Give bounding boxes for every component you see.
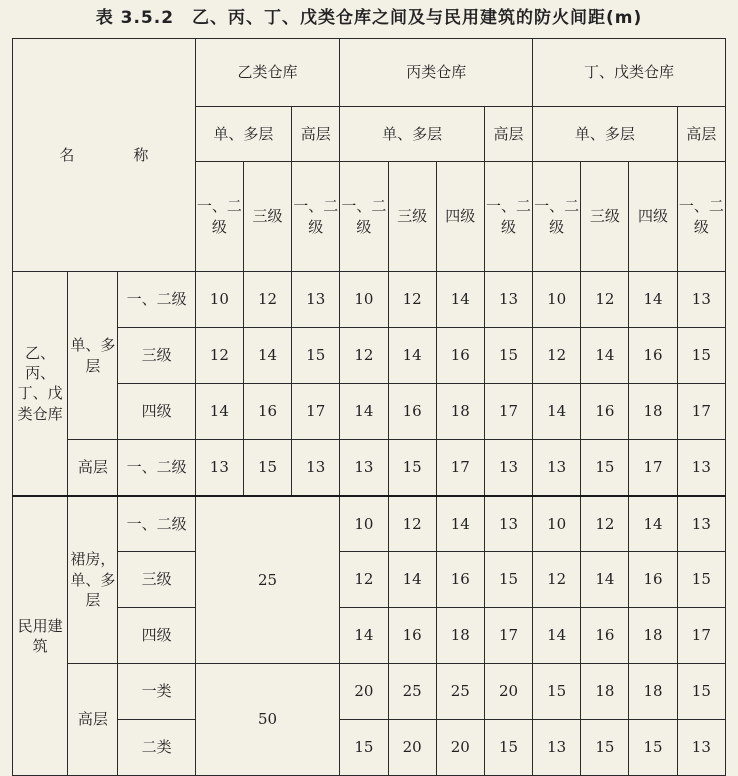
table-cell: 13: [292, 440, 340, 496]
table-cell: 20: [388, 720, 436, 776]
table-cell: 13: [340, 440, 388, 496]
table-cell: 10: [533, 496, 581, 552]
fire-distance-table: [12, 38, 726, 776]
table-cell: 13: [484, 440, 532, 496]
table-cell: 13: [195, 440, 243, 496]
table-cell: 12: [581, 496, 629, 552]
table-cell: 20: [484, 664, 532, 720]
row-class-1: 一类: [118, 664, 195, 720]
row-grade-3: 三级: [118, 328, 195, 384]
table-cell: 14: [629, 272, 677, 328]
table-cell: 17: [629, 440, 677, 496]
table-cell: 16: [388, 384, 436, 440]
table-cell: 16: [629, 328, 677, 384]
row-grade-4: 四级: [118, 608, 195, 664]
table-title: 表 3.5.2 乙、丙、丁、戊类仓库之间及与民用建筑的防火间距(m): [95, 8, 643, 28]
table-cell: 17: [677, 384, 725, 440]
table-cell: 20: [436, 720, 484, 776]
table-cell: 14: [533, 608, 581, 664]
table-cell: 15: [484, 328, 532, 384]
table-cell: 13: [677, 720, 725, 776]
table-cell: 14: [340, 384, 388, 440]
header-cat-yi: 乙类仓库: [195, 39, 340, 107]
table-cell: 15: [484, 552, 532, 608]
table-cell: 12: [340, 328, 388, 384]
table-cell: 14: [581, 552, 629, 608]
table-cell: 18: [629, 664, 677, 720]
row-grade-12: 一、二级: [118, 496, 195, 552]
table-cell: 12: [340, 552, 388, 608]
table-cell: 14: [388, 328, 436, 384]
table-row: [13, 272, 726, 328]
table-cell: 20: [340, 664, 388, 720]
table-cell: 16: [629, 552, 677, 608]
table-cell: 14: [195, 384, 243, 440]
cell-civil-high-yi: 50: [195, 664, 340, 776]
header-grade-12: 一、二级: [484, 162, 532, 272]
header-yi-single-multi: 单、多层: [195, 107, 291, 162]
table-cell: 12: [388, 496, 436, 552]
table-cell: 10: [195, 272, 243, 328]
table-cell: 17: [484, 384, 532, 440]
table-cell: 15: [340, 720, 388, 776]
header-yi-high: 高层: [292, 107, 340, 162]
table-cell: 12: [581, 272, 629, 328]
table-cell: 16: [436, 552, 484, 608]
header-grade-12: 一、二级: [292, 162, 340, 272]
table-cell: 16: [243, 384, 291, 440]
table-cell: 15: [677, 552, 725, 608]
table-cell: 14: [436, 496, 484, 552]
table-cell: 10: [533, 272, 581, 328]
table-cell: 16: [436, 328, 484, 384]
row-sub-high: 高层: [68, 664, 118, 776]
table-cell: 17: [484, 608, 532, 664]
table-cell: 14: [388, 552, 436, 608]
header-grade-4: 四级: [436, 162, 484, 272]
header-grade-3: 三级: [388, 162, 436, 272]
table-cell: 17: [436, 440, 484, 496]
table-cell: 15: [388, 440, 436, 496]
table-cell: 16: [388, 608, 436, 664]
header-cat-dingwu: 丁、戊类仓库: [533, 39, 726, 107]
row-grade-3: 三级: [118, 552, 195, 608]
row-group-civil: 民用建筑: [13, 496, 68, 776]
table-cell: 15: [677, 664, 725, 720]
table-cell: 15: [243, 440, 291, 496]
header-grade-4: 四级: [629, 162, 677, 272]
row-sub-podium: 裙房，单、多层: [68, 496, 118, 664]
table-cell: 14: [581, 328, 629, 384]
table-cell: 13: [484, 272, 532, 328]
table-cell: 15: [533, 664, 581, 720]
table-cell: 13: [677, 272, 725, 328]
header-dingwu-single-multi: 单、多层: [533, 107, 678, 162]
table-cell: 15: [581, 440, 629, 496]
table-row: [13, 328, 726, 384]
header-grade-12: 一、二级: [677, 162, 725, 272]
row-class-2: 二类: [118, 720, 195, 776]
table-cell: 13: [484, 496, 532, 552]
table-cell: 10: [340, 496, 388, 552]
table-cell: 12: [388, 272, 436, 328]
table-cell: 13: [677, 440, 725, 496]
table-row: [13, 496, 726, 552]
table-cell: 15: [292, 328, 340, 384]
row-sub-single-multi: 单、多层: [68, 272, 118, 440]
table-row: [13, 720, 726, 776]
table-cell: 13: [292, 272, 340, 328]
table-row: [13, 608, 726, 664]
table-cell: 13: [677, 496, 725, 552]
table-cell: 18: [629, 608, 677, 664]
row-grade-4: 四级: [118, 384, 195, 440]
table-cell: 25: [436, 664, 484, 720]
header-bing-single-multi: 单、多层: [340, 107, 485, 162]
table-cell: 17: [292, 384, 340, 440]
table-cell: 13: [533, 720, 581, 776]
table-cell: 15: [677, 328, 725, 384]
table-cell: 12: [533, 328, 581, 384]
table-cell: 14: [629, 496, 677, 552]
table-cell: 18: [436, 608, 484, 664]
cell-civil-podium-yi: 25: [195, 496, 340, 664]
table-row: [13, 440, 726, 496]
table-cell: 16: [581, 384, 629, 440]
table-cell: 14: [436, 272, 484, 328]
table-cell: 13: [533, 440, 581, 496]
table-cell: 18: [436, 384, 484, 440]
header-cat-bing: 丙类仓库: [340, 39, 533, 107]
row-grade-12: 一、二级: [118, 272, 195, 328]
table-cell: 15: [484, 720, 532, 776]
table-cell: 15: [581, 720, 629, 776]
table-row: [13, 664, 726, 720]
table-cell: 18: [629, 384, 677, 440]
header-grade-3: 三级: [581, 162, 629, 272]
header-grade-3: 三级: [243, 162, 291, 272]
table-cell: 14: [340, 608, 388, 664]
table-cell: 14: [533, 384, 581, 440]
table-cell: 12: [533, 552, 581, 608]
header-dingwu-high: 高层: [677, 107, 725, 162]
table-cell: 10: [340, 272, 388, 328]
row-grade-12: 一、二级: [118, 440, 195, 496]
table-cell: 25: [388, 664, 436, 720]
header-row-1: [13, 39, 726, 107]
header-grade-12: 一、二级: [533, 162, 581, 272]
row-group-warehouse: 乙、丙、丁、戊类仓库: [13, 272, 68, 496]
table-row: [13, 552, 726, 608]
table-row: [13, 384, 726, 440]
table-cell: 16: [581, 608, 629, 664]
table-cell: 18: [581, 664, 629, 720]
header-name: 名 称: [13, 39, 196, 272]
header-grade-12: 一、二级: [195, 162, 243, 272]
table-cell: 12: [195, 328, 243, 384]
row-sub-high: 高层: [68, 440, 118, 496]
table-cell: 15: [629, 720, 677, 776]
table-cell: 17: [677, 608, 725, 664]
table-cell: 12: [243, 272, 291, 328]
table-cell: 14: [243, 328, 291, 384]
header-grade-12: 一、二级: [340, 162, 388, 272]
header-bing-high: 高层: [484, 107, 532, 162]
